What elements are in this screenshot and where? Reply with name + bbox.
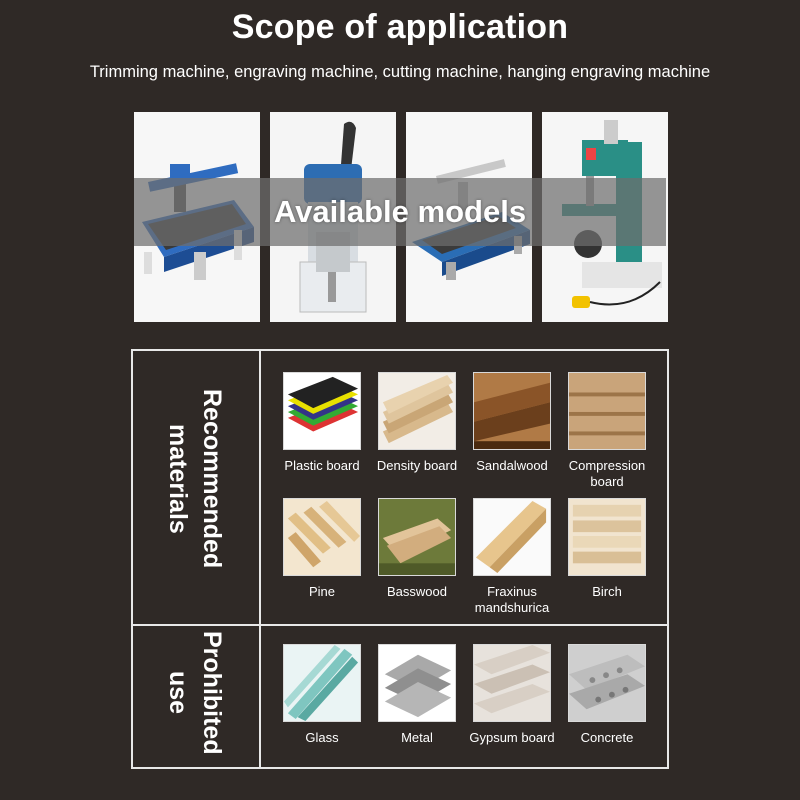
sandalwood-icon xyxy=(473,372,551,450)
prohibited-metal: Metal xyxy=(372,644,462,746)
material-pine: Pine xyxy=(277,498,367,600)
gypsum-board-icon xyxy=(473,644,551,722)
material-plastic-board: Plastic board xyxy=(277,372,367,474)
page-subtitle: Trimming machine, engraving machine, cutting machine, hanging engraving machine xyxy=(89,63,711,81)
prohibited-label: Prohibited use xyxy=(164,631,226,755)
prohibited-gypsum-board: Gypsum board xyxy=(467,644,557,746)
material-sandalwood: Sandalwood xyxy=(467,372,557,474)
table-divider-vertical xyxy=(259,351,261,767)
compression-board-icon xyxy=(568,372,646,450)
density-board-icon xyxy=(378,372,456,450)
material-basswood: Basswood xyxy=(372,498,462,600)
pine-icon xyxy=(283,498,361,576)
basswood-icon xyxy=(378,498,456,576)
birch-icon xyxy=(568,498,646,576)
prohibited-glass: Glass xyxy=(277,644,367,746)
materials-table xyxy=(131,349,669,769)
models-strip xyxy=(134,112,666,322)
concrete-icon xyxy=(568,644,646,722)
fraxinus-icon xyxy=(473,498,551,576)
glass-icon xyxy=(283,644,361,722)
table-divider-horizontal xyxy=(133,624,667,626)
material-density-board: Density board xyxy=(372,372,462,474)
prohibited-concrete: Concrete xyxy=(562,644,652,746)
metal-icon xyxy=(378,644,456,722)
plastic-board-icon xyxy=(283,372,361,450)
material-fraxinus: Fraxinus mandshurica xyxy=(467,498,557,616)
available-models-banner: Available models xyxy=(134,178,666,246)
page-title: Scope of application xyxy=(231,8,569,46)
material-birch: Birch xyxy=(562,498,652,600)
material-compression-board: Compression board xyxy=(562,372,652,490)
recommended-label: Recommended materials xyxy=(164,389,226,569)
